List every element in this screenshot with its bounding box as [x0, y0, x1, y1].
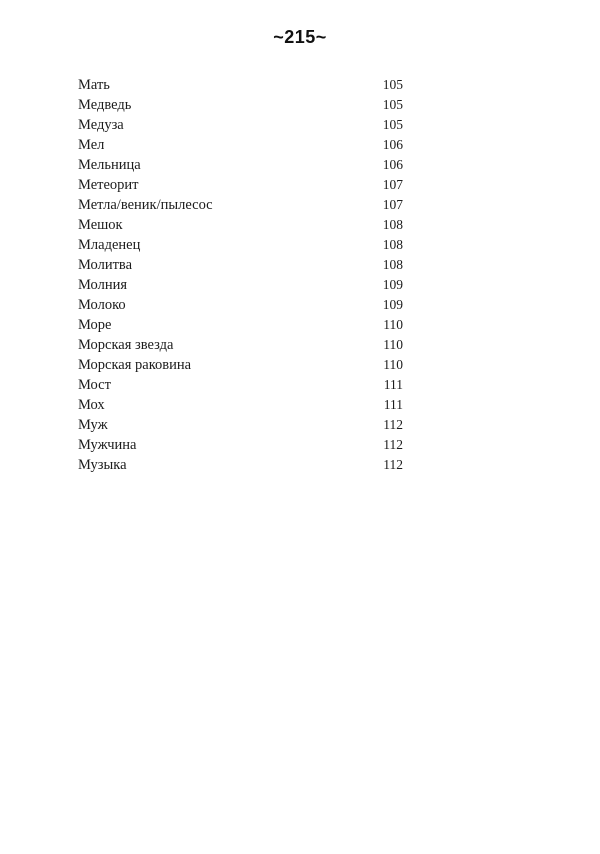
index-row: [78, 355, 403, 375]
index-row: [78, 315, 403, 335]
index-row: [78, 235, 403, 255]
index-row: [78, 395, 403, 415]
entry-page-number: 105: [382, 117, 403, 132]
index-row: [78, 295, 403, 315]
entry-page-number: 112: [383, 457, 403, 472]
entry-title: Медведь: [78, 97, 132, 113]
entry-page-number: 112: [383, 437, 403, 452]
index-row: [78, 95, 403, 115]
index-row: [78, 375, 403, 395]
index-row: [78, 215, 403, 235]
entry-title: Мел: [78, 137, 105, 153]
entry-title: Море: [78, 317, 112, 333]
entry-title: Молоко: [78, 297, 126, 313]
entry-page-number: 110: [383, 357, 403, 372]
index-row: [78, 275, 403, 295]
page-number-heading: ~215~: [273, 27, 327, 47]
entry-title: Мост: [78, 377, 111, 393]
index-row: [78, 455, 403, 475]
entry-page-number: 107: [382, 197, 403, 212]
entry-page-number: 107: [382, 177, 403, 192]
entry-page-number: 106: [382, 137, 403, 152]
entry-page-number: 111: [383, 397, 403, 412]
entry-page-number: 111: [383, 377, 403, 392]
entry-title: Мох: [78, 397, 105, 413]
entry-title: Мать: [78, 77, 110, 93]
index-row: [78, 335, 403, 355]
index-row: [78, 115, 403, 135]
entry-page-number: 109: [382, 297, 403, 312]
entry-page-number: 105: [382, 97, 403, 112]
entry-title: Медуза: [78, 117, 124, 133]
entry-title: Мешок: [78, 217, 123, 233]
entry-page-number: 108: [382, 237, 403, 252]
entry-page-number: 109: [382, 277, 403, 292]
entry-title: Мельница: [78, 157, 141, 173]
entry-title: Молитва: [78, 257, 133, 273]
entry-title: Морская раковина: [78, 357, 192, 373]
index-row: [78, 195, 403, 215]
entry-title: Младенец: [78, 237, 141, 253]
index-row: [78, 155, 403, 175]
entry-page-number: 105: [382, 77, 403, 92]
entry-title: Молния: [78, 277, 128, 293]
entry-page-number: 108: [382, 257, 403, 272]
entry-page-number: 110: [383, 337, 403, 352]
index-row: [78, 75, 403, 95]
entry-page-number: 110: [383, 317, 403, 332]
index-row: [78, 255, 403, 275]
entry-title: Муж: [78, 417, 108, 433]
entry-page-number: 106: [382, 157, 403, 172]
entry-page-number: 112: [383, 417, 403, 432]
entry-title: Мужчина: [78, 437, 137, 453]
entry-title: Музыка: [78, 457, 127, 473]
index-row: [78, 175, 403, 195]
index-list: [78, 75, 403, 475]
entry-page-number: 108: [382, 217, 403, 232]
index-row: [78, 415, 403, 435]
entry-title: Метла/веник/пылесос: [78, 197, 213, 213]
entry-title: Морская звезда: [78, 337, 174, 353]
index-row: [78, 435, 403, 455]
entry-title: Метеорит: [78, 177, 139, 193]
index-row: [78, 135, 403, 155]
